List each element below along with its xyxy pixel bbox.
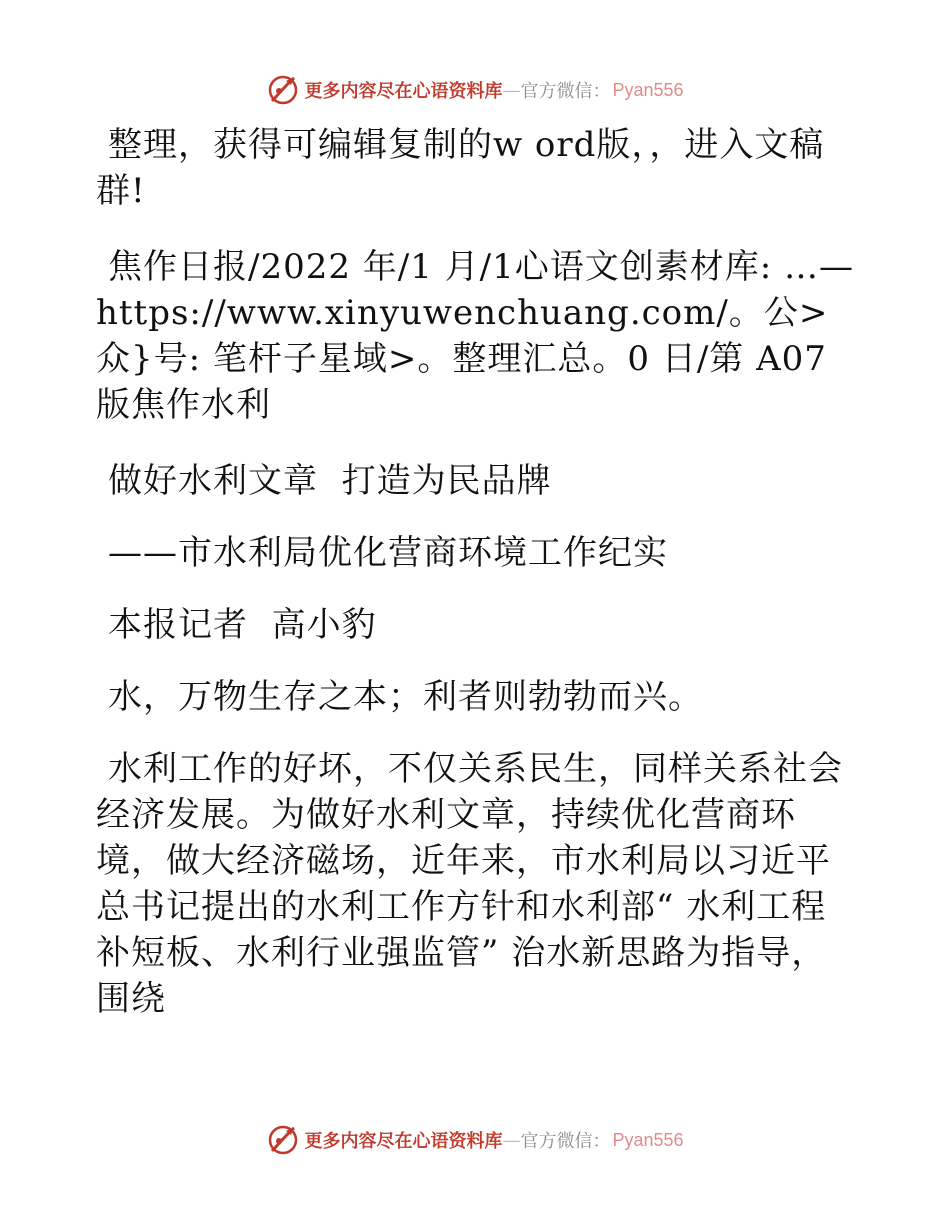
intro-paragraph: 整理，获得可编辑复制的w ord版，，进入文稿群! bbox=[96, 125, 825, 211]
wechat-id: Pyan556 bbox=[612, 1129, 684, 1150]
article-byline: 本报记者 高小豹 bbox=[108, 605, 377, 645]
pen-nib-logo-icon bbox=[266, 73, 300, 107]
official-wechat-label: 官方微信： bbox=[520, 1131, 611, 1152]
source-paragraph: 焦作日报/2022 年/1 月/1心语文创素材库: …—https://www.xinyuwenchuang.com/。公>众}号: 笔杆子星域>。整理汇总。0 日/第 A07 版焦作水利 bbox=[96, 247, 855, 425]
banner-dash: — bbox=[502, 1129, 521, 1151]
footer-banner bbox=[0, 1120, 950, 1160]
pen-nib-logo-icon bbox=[266, 1123, 300, 1157]
article-subheadline: ——市水利局优化营商环境工作纪实 bbox=[108, 533, 668, 573]
article-body bbox=[96, 122, 856, 1052]
header-banner bbox=[0, 70, 950, 110]
body-paragraph: 水利工作的好坏，不仅关系民生，同样关系社会经济发展。为做好水利文章，持续优化营商环境，做大经济磁场，近年来，市水利局以习近平总书记提出的水利工作方针和水利部“ 水利工程补短板、水利行业强监管” 治水新思路为指导，围绕 bbox=[96, 749, 843, 1019]
official-wechat-label: 官方微信： bbox=[520, 81, 611, 102]
promo-text: 更多内容尽在心语资料库 bbox=[304, 81, 503, 102]
lead-paragraph: 水，万物生存之本；利者则勃勃而兴。 bbox=[108, 677, 703, 717]
banner-dash: — bbox=[502, 79, 521, 101]
promo-text: 更多内容尽在心语资料库 bbox=[304, 1131, 503, 1152]
wechat-id: Pyan556 bbox=[612, 79, 684, 100]
article-headline: 做好水利文章 打造为民品牌 bbox=[108, 461, 552, 501]
